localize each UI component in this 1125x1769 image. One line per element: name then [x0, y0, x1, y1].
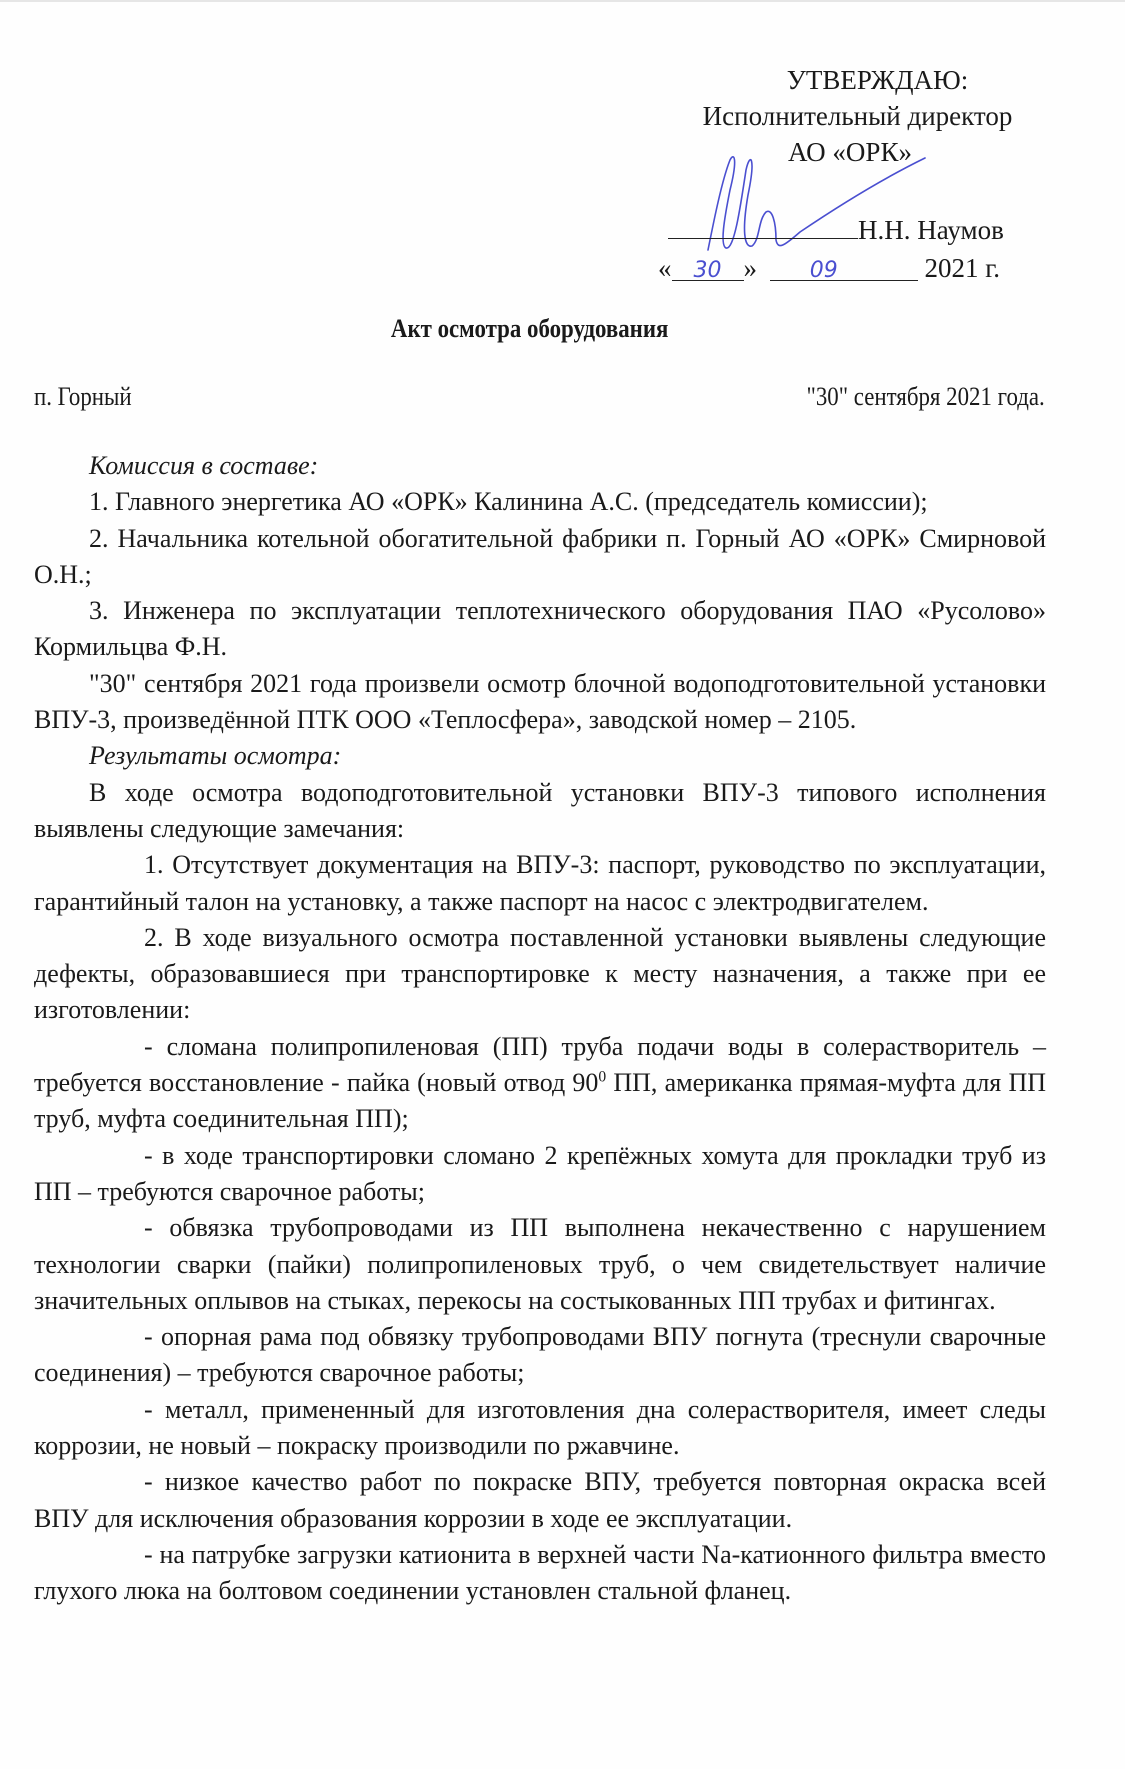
approval-year: 2021 г.: [924, 253, 1001, 283]
defect-item: - металл, примененный для изготовления дна солерастворителя, имеет следы коррозии, не новый – покраску производили по ржавчине.: [34, 1394, 1046, 1461]
approval-month-field: [770, 250, 918, 281]
approval-position: Исполнительный директор: [702, 101, 1013, 131]
title-text: Акт осмотра оборудования: [391, 314, 669, 343]
page-edge-shadow: [0, 0, 1125, 2]
commission-heading: Комиссия в составе:: [89, 451, 319, 480]
defect-item: - на патрубке загрузки катионита в верхней части Na-катионного фильтра вместо глухого люка на болтовом соединении установлен стальной фланец.: [34, 1539, 1046, 1606]
results-intro: В ходе осмотра водоподготовительной установки ВПУ-3 типового исполнения выявлены следующие замечания:: [34, 777, 1046, 843]
commission-member: 3. Инженера по эксплуатации теплотехнического оборудования ПАО «Русолово» Кормильцва Ф.Н.: [34, 596, 1046, 662]
approval-day: 30: [693, 258, 722, 283]
signatory-name: Н.Н. Наумов: [858, 215, 1004, 245]
signature-line: [668, 212, 858, 239]
date-text: "30" сентября 2021 года.: [806, 382, 1045, 411]
defect-item: [34, 1029, 1046, 1138]
approval-month: 09: [809, 258, 838, 283]
place-text: п. Горный: [34, 382, 132, 411]
commission-member: 2. Начальника котельной обогатительной фабрики п. Горный АО «ОРК» Смирновой О.Н.;: [34, 523, 1046, 589]
document-place: [34, 382, 145, 412]
defect-item: - обвязка трубопроводами из ПП выполнена некачественно с нарушением технологии сварки (пайки) полипропиленовых труб, о чем свидетельствует наличие значительных оплывов на стыках, перекосы на состыкованных ПП трубах и фитингах.: [34, 1213, 1046, 1315]
page-title: [0, 314, 1060, 344]
results-heading: Результаты осмотра:: [89, 741, 342, 771]
approval-heading: УТВЕРЖДАЮ:: [786, 65, 969, 95]
approval-date-row: [658, 250, 1000, 286]
results-item-2: 2. В ходе визуального осмотра поставленной установки выявлены следующие дефекты, образовавшиеся при транспортировке к месту назначения, а также при ее изготовлении:: [34, 922, 1046, 1025]
results-item-1: 1. Отсутствует документация на ВПУ-3: паспорт, руководство по эксплуатации, гарантийный талон на установку, а также паспорт на насос с электродвигателем.: [34, 850, 1046, 916]
defect-text: - сломана полипропиленовая (ПП) труба подачи воды в солерастворитель – требуется восстановление - пайка (новый отвод 90: [34, 1031, 1046, 1098]
document-date: [774, 382, 1045, 412]
defect-item: - опорная рама под обвязку трубопроводами ВПУ погнута (треснули сварочные соединения) – требуются сварочное работы;: [34, 1322, 1046, 1388]
inspection-statement: "30" сентября 2021 года произвели осмотр блочной водоподготовительной установки ВПУ-3, произведённой ПТК ООО «Теплосфера», заводской номер – 2105.: [34, 668, 1046, 735]
quote-open: «: [658, 253, 672, 283]
signature-row: [668, 212, 1004, 248]
approval-day-field: [672, 250, 744, 281]
degree-superscript: 0: [598, 1068, 607, 1086]
defect-item: - низкое качество работ по покраске ВПУ, требуется повторная окраска всей ВПУ для исключения образования коррозии в ходе ее эксплуатации.: [34, 1467, 1046, 1533]
approval-company: АО «ОРК»: [788, 137, 912, 167]
document-body: [34, 448, 1046, 1610]
commission-member: 1. Главного энергетика АО «ОРК» Калинина А.С. (председатель комиссии);: [89, 487, 928, 517]
defect-text-cont: ПП, американка прямая-муфта для ПП труб, муфта соединительная ПП);: [34, 1068, 1046, 1134]
defect-item: - в ходе транспортировки сломано 2 крепёжных хомута для прокладки труб из ПП – требуются сварочное работы;: [34, 1140, 1046, 1206]
quote-close: »: [743, 253, 757, 283]
